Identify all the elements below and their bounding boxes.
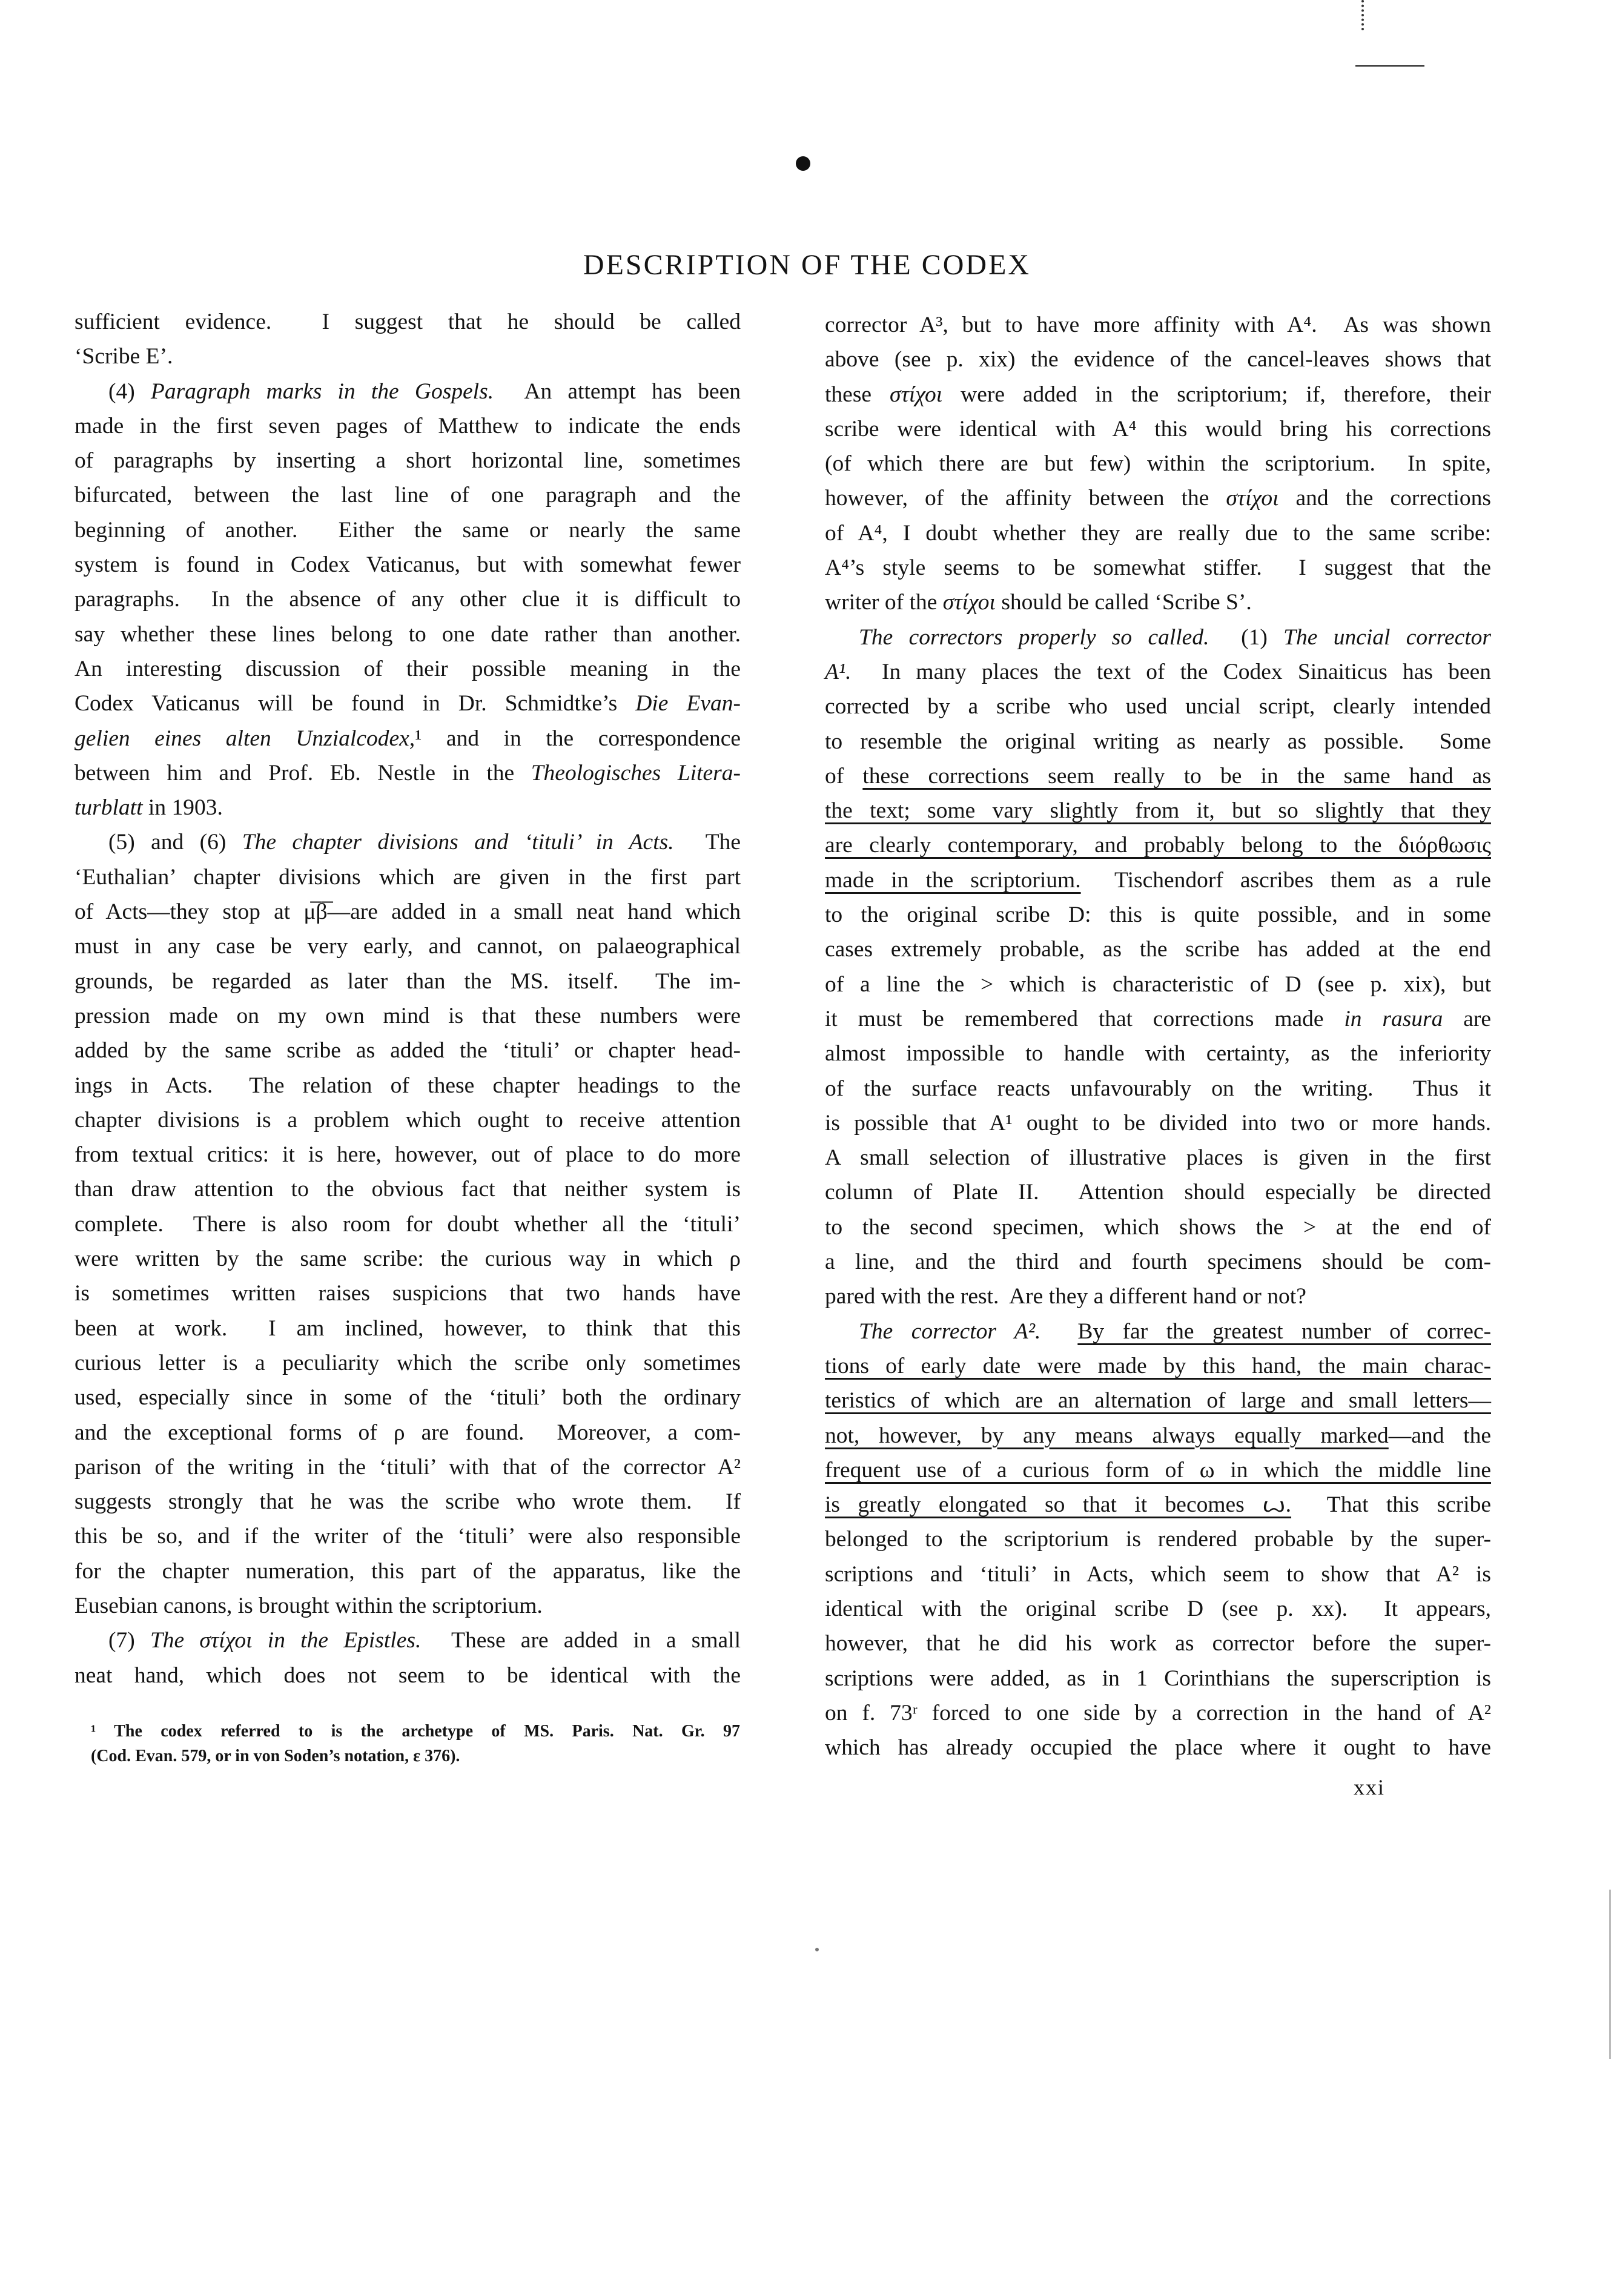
- text-line: [74, 548, 741, 582]
- text-segment: In many places the text of the Codex Sinaiticus has been: [851, 659, 1491, 684]
- italic-text: Die Evan-: [635, 691, 741, 716]
- text-line: [825, 1592, 1491, 1626]
- text-line: [74, 790, 741, 825]
- text-segment: writer of the: [825, 590, 943, 615]
- text-segment: curious letter is a peculiarity which the scribe only sometimes: [74, 1350, 741, 1375]
- text-segment: scribe were identical with A⁴ this would bring his corrections: [825, 416, 1491, 442]
- text-segment: chapter divisions is a problem which ought to receive attention: [74, 1107, 741, 1133]
- italic-text: στίχοι: [889, 382, 943, 407]
- italic-text: Theologisches Litera-: [531, 760, 741, 786]
- text-segment: than draw attention to the obvious fact that neither system is: [74, 1177, 741, 1202]
- text-line: [825, 655, 1491, 689]
- text-segment: ‘Euthalian’ chapter divisions which are given in the first part: [74, 864, 741, 890]
- text-segment: and the corrections: [1278, 486, 1491, 511]
- text-line: [825, 1349, 1491, 1383]
- text-segment: were added in the scriptorium; if, therefore, their: [942, 382, 1491, 407]
- text-line: [825, 1314, 1491, 1349]
- text-segment: bifurcated, between the last line of one paragraph and the: [74, 483, 741, 508]
- text-line: [825, 724, 1491, 759]
- text-segment: scriptions and ‘tituli’ in Acts, which seem to show that A² is: [825, 1561, 1491, 1587]
- scan-mark-rule: [1355, 65, 1424, 67]
- text-line: [825, 1487, 1491, 1522]
- text-line: [825, 1140, 1491, 1175]
- footnote-line: (Cod. Evan. 579, or in von Soden’s notation, ε 376).: [91, 1747, 460, 1765]
- footnote: [91, 1719, 740, 1768]
- text-line: [74, 1242, 741, 1276]
- text-segment: neat hand, which does not seem to be identical with the: [74, 1662, 741, 1688]
- footnote-line: ¹ The codex referred to is the archetype of MS. Paris. Nat. Gr. 97: [91, 1722, 740, 1741]
- text-line: [825, 1279, 1491, 1314]
- text-segment: An attempt has been: [494, 379, 741, 404]
- text-segment: A⁴’s style seems to be somewhat stiffer. I suggest that the: [825, 555, 1491, 581]
- text-segment: to the original scribe D: this is quite possible, and in some: [825, 902, 1491, 928]
- italic-text: The chapter divisions and ‘tituli’ in Acts.: [242, 830, 674, 855]
- text-segment: were written by the same scribe: the curious way in which ρ: [74, 1246, 741, 1272]
- underlined-text: By far the greatest number of correc-: [1077, 1318, 1491, 1344]
- text-line: [74, 999, 741, 1033]
- text-segment: should be called ‘Scribe S’.: [995, 590, 1252, 615]
- text-segment: for the chapter numeration, this part of the apparatus, like the: [74, 1558, 741, 1584]
- text-segment: from textual critics: it is here, however, out of place to do more: [74, 1142, 741, 1168]
- text-line: [74, 1137, 741, 1172]
- underlined-text: is greatly elongated so that it becomes ꙍ.: [825, 1492, 1292, 1518]
- text-line: [825, 516, 1491, 551]
- text-segment: of the surface reacts unfavourably on the writing. Thus it: [825, 1076, 1491, 1101]
- text-segment: and the exceptional forms of ρ are found. Moreover, a com-: [74, 1420, 741, 1445]
- text-line: [74, 478, 741, 512]
- text-line: [825, 377, 1491, 412]
- text-line: [74, 756, 741, 790]
- text-segment: used, especially since in some of the ‘tituli’ both the ordinary: [74, 1385, 741, 1411]
- text-segment: of: [825, 763, 863, 789]
- text-segment: must in any case be very early, and cannot, on palaeographical: [74, 934, 741, 959]
- text-line: [74, 1276, 741, 1311]
- text-line: [825, 1106, 1491, 1140]
- text-segment: cases extremely probable, as the scribe has added at the end: [825, 937, 1491, 962]
- text-line: [74, 1068, 741, 1103]
- text-segment: (7): [108, 1628, 150, 1653]
- text-segment: this be so, and if the writer of the ‘tituli’ were also responsible: [74, 1524, 741, 1549]
- text-segment: made in the first seven pages of Matthew to indicate the ends: [74, 413, 741, 438]
- text-segment: system is found in Codex Vaticanus, but with somewhat fewer: [74, 552, 741, 578]
- text-line: [825, 1418, 1491, 1453]
- text-line: [74, 1033, 741, 1068]
- scan-edge-mark: [1609, 1890, 1611, 2059]
- text-segment: An interesting discussion of their possible meaning in the: [74, 656, 741, 681]
- text-segment: corrected by a scribe who used uncial script, clearly intended: [825, 694, 1491, 720]
- underlined-text: are clearly contemporary, and probably belong to the διόρθωσις: [825, 833, 1491, 858]
- text-line: [74, 1207, 741, 1242]
- text-line: [825, 1210, 1491, 1245]
- italic-text: The στίχοι in the Epistles.: [150, 1628, 422, 1653]
- text-line: [825, 551, 1491, 585]
- text-line: [825, 1036, 1491, 1071]
- page-number: xxi: [1354, 1775, 1386, 1799]
- scan-speck: [815, 1948, 819, 1951]
- text-segment: Eusebian canons, is brought within the scriptorium.: [74, 1593, 543, 1618]
- text-segment: of A⁴, I doubt whether they are really due to the same scribe:: [825, 520, 1491, 546]
- text-segment: A small selection of illustrative places is given in the first: [825, 1145, 1491, 1171]
- italic-text: gelien eines alten Unzialcodex,: [74, 726, 415, 751]
- text-line: [825, 759, 1491, 793]
- underlined-text: teristics of which are an alternation of large and small letters—: [825, 1388, 1491, 1414]
- italic-text: The corrector A².: [859, 1318, 1041, 1344]
- text-line: [825, 1522, 1491, 1557]
- text-segment: parison of the writing in the ‘tituli’ with that of the corrector A²: [74, 1454, 741, 1480]
- text-segment: ings in Acts. The relation of these chapter headings to the: [74, 1073, 741, 1098]
- text-line: [74, 1311, 741, 1346]
- text-segment: however, of the affinity between the: [825, 486, 1226, 511]
- text-line: [825, 1696, 1491, 1730]
- scan-mark-dotted: [1361, 0, 1366, 30]
- text-segment: identical with the original scribe D (see p. xx). It appears,: [825, 1596, 1491, 1621]
- text-line: [825, 828, 1491, 862]
- text-segment: (1): [1209, 624, 1284, 650]
- right-column: [825, 308, 1491, 1765]
- text-segment: scriptions were added, as in 1 Corinthians the superscription is: [825, 1666, 1491, 1691]
- text-segment: to resemble the original writing as nearly as possible. Some: [825, 729, 1491, 754]
- text-line: [74, 1554, 741, 1589]
- text-segment: ¹ and in the correspondence: [415, 726, 741, 751]
- text-segment: of Acts—they stop at μ̅β̅—are added in a small neat hand which: [74, 899, 741, 925]
- text-segment: say whether these lines belong to one date rather than another.: [74, 621, 741, 647]
- text-segment: on f. 73ʳ forced to one side by a correction in the hand of A²: [825, 1700, 1491, 1725]
- text-segment: Codex Vaticanus will be found in Dr. Schmidtke’s: [74, 691, 636, 716]
- text-line: [825, 1453, 1491, 1487]
- text-line: [74, 617, 741, 652]
- text-line: [74, 339, 741, 374]
- text-segment: however, that he did his work as corrector before the super-: [825, 1631, 1491, 1656]
- text-segment: —and the: [1388, 1423, 1491, 1448]
- text-segment: been at work. I am inclined, however, to think that this: [74, 1315, 741, 1341]
- text-segment: belonged to the scriptorium is rendered probable by the super-: [825, 1527, 1491, 1552]
- text-line: [825, 932, 1491, 967]
- text-line: [825, 863, 1491, 898]
- text-line: [825, 412, 1491, 446]
- text-segment: almost impossible to handle with certainty, as the inferiority: [825, 1041, 1491, 1067]
- text-line: [825, 1175, 1491, 1209]
- underlined-text: frequent use of a curious form of ω in which the middle line: [825, 1457, 1491, 1483]
- text-line: [825, 446, 1491, 481]
- text-line: [825, 342, 1491, 377]
- italic-text: in rasura: [1344, 1006, 1443, 1031]
- text-segment: added by the same scribe as added the ‘tituli’ or chapter head-: [74, 1038, 741, 1064]
- text-segment: paragraphs. In the absence of any other clue it is difficult to: [74, 587, 741, 612]
- text-segment: suggests strongly that he was the scribe who wrote them. If: [74, 1489, 741, 1515]
- text-segment: pression made on my own mind is that these numbers were: [74, 1003, 741, 1028]
- text-line: [825, 1071, 1491, 1106]
- page-title: DESCRIPTION OF THE CODEX: [583, 249, 1031, 281]
- underlined-text: not, however, by any means always equally marked: [825, 1423, 1389, 1448]
- text-line: [74, 1589, 741, 1623]
- text-segment: sufficient evidence. I suggest that he should be called: [74, 309, 741, 334]
- italic-text: στίχοι: [942, 590, 996, 615]
- text-line: [74, 686, 741, 721]
- text-line: [825, 1626, 1491, 1661]
- text-line: [74, 1658, 741, 1693]
- text-line: [74, 825, 741, 859]
- text-line: [74, 409, 741, 443]
- text-line: [825, 793, 1491, 828]
- text-line: [825, 308, 1491, 342]
- text-line: [825, 620, 1491, 655]
- text-segment: [1040, 1319, 1077, 1344]
- text-line: [74, 721, 741, 756]
- italic-text: The correctors properly so called.: [859, 624, 1209, 650]
- text-line: [74, 305, 741, 339]
- text-segment: (4): [108, 379, 151, 404]
- text-segment: complete. There is also room for doubt whether all the ‘tituli’: [74, 1211, 741, 1237]
- ink-blot: [796, 156, 810, 171]
- text-segment: are: [1443, 1006, 1491, 1031]
- text-line: [74, 582, 741, 617]
- text-line: [825, 898, 1491, 932]
- text-segment: corrector A³, but to have more affinity with A⁴. As was shown: [825, 313, 1491, 337]
- text-line: [74, 895, 741, 929]
- text-line: [825, 1002, 1491, 1036]
- text-line: [825, 1661, 1491, 1696]
- text-line: [74, 1103, 741, 1137]
- text-segment: is possible that A¹ ought to be divided into two or more hands.: [825, 1110, 1491, 1136]
- text-segment: Tischendorf ascribes them as a rule: [1080, 867, 1491, 893]
- text-line: [825, 585, 1491, 620]
- text-segment: to the second specimen, which shows the > at the end of: [825, 1214, 1491, 1240]
- text-segment: of paragraphs by inserting a short horizontal line, sometimes: [74, 448, 741, 474]
- text-line: [74, 929, 741, 964]
- text-line: [74, 1172, 741, 1206]
- text-line: [825, 1557, 1491, 1592]
- text-line: [74, 1380, 741, 1415]
- text-segment: ‘Scribe E’.: [74, 344, 173, 369]
- underlined-text: these corrections seem really to be in the same hand as: [862, 763, 1491, 789]
- text-segment: between him and Prof. Eb. Nestle in the: [74, 760, 531, 786]
- text-line: [74, 1623, 741, 1658]
- italic-text: στίχοι: [1226, 486, 1279, 511]
- text-line: [825, 1730, 1491, 1765]
- text-segment: (5) and (6): [108, 830, 242, 855]
- text-line: [74, 513, 741, 548]
- left-column: [74, 305, 741, 1693]
- text-segment: a line, and the third and fourth specimens should be com-: [825, 1249, 1491, 1275]
- text-line: [74, 1346, 741, 1380]
- text-line: [825, 481, 1491, 515]
- italic-text: Paragraph marks in the Gospels.: [150, 379, 494, 404]
- italic-text: turblatt: [74, 795, 143, 821]
- underlined-text: the text; some vary slightly from it, but so slightly that they: [825, 798, 1491, 824]
- text-segment: of a line the > which is characteristic of D (see p. xix), but: [825, 971, 1491, 997]
- text-line: [825, 967, 1491, 1002]
- text-segment: which has already occupied the place where it ought to have: [825, 1735, 1491, 1761]
- text-line: [74, 374, 741, 409]
- text-segment: in 1903.: [142, 795, 223, 821]
- text-line: [74, 860, 741, 895]
- text-line: [825, 1383, 1491, 1418]
- underlined-text: made in the scriptorium.: [825, 867, 1081, 893]
- text-line: [825, 1245, 1491, 1279]
- text-line: [74, 1415, 741, 1450]
- text-segment: it must be remembered that corrections made: [825, 1006, 1344, 1031]
- text-line: [74, 1450, 741, 1484]
- italic-text: A¹.: [825, 659, 852, 684]
- text-line: [825, 689, 1491, 724]
- text-segment: These are added in a small: [421, 1628, 741, 1653]
- text-line: [74, 652, 741, 686]
- text-segment: beginning of another. Either the same or nearly the same: [74, 517, 741, 543]
- text-line: [74, 1484, 741, 1519]
- text-segment: is sometimes written raises suspicions that two hands have: [74, 1281, 741, 1306]
- text-segment: grounds, be regarded as later than the MS. itself. The im-: [74, 968, 741, 994]
- text-segment: That this scribe: [1291, 1492, 1491, 1518]
- text-segment: above (see p. xix) the evidence of the cancel-leaves shows that: [825, 347, 1491, 372]
- text-segment: column of Plate II. Attention should especially be directed: [825, 1180, 1491, 1205]
- text-line: [74, 964, 741, 999]
- italic-text: The uncial corrector: [1283, 624, 1491, 650]
- underlined-text: tions of early date were made by this hand, the main charac-: [825, 1353, 1491, 1378]
- text-line: [74, 1519, 741, 1553]
- text-segment: these: [825, 382, 890, 407]
- text-line: [74, 443, 741, 478]
- text-segment: (of which there are but few) within the scriptorium. In spite,: [825, 451, 1491, 477]
- text-segment: The: [673, 830, 741, 855]
- text-segment: pared with the rest. Are they a different hand or not?: [825, 1284, 1306, 1309]
